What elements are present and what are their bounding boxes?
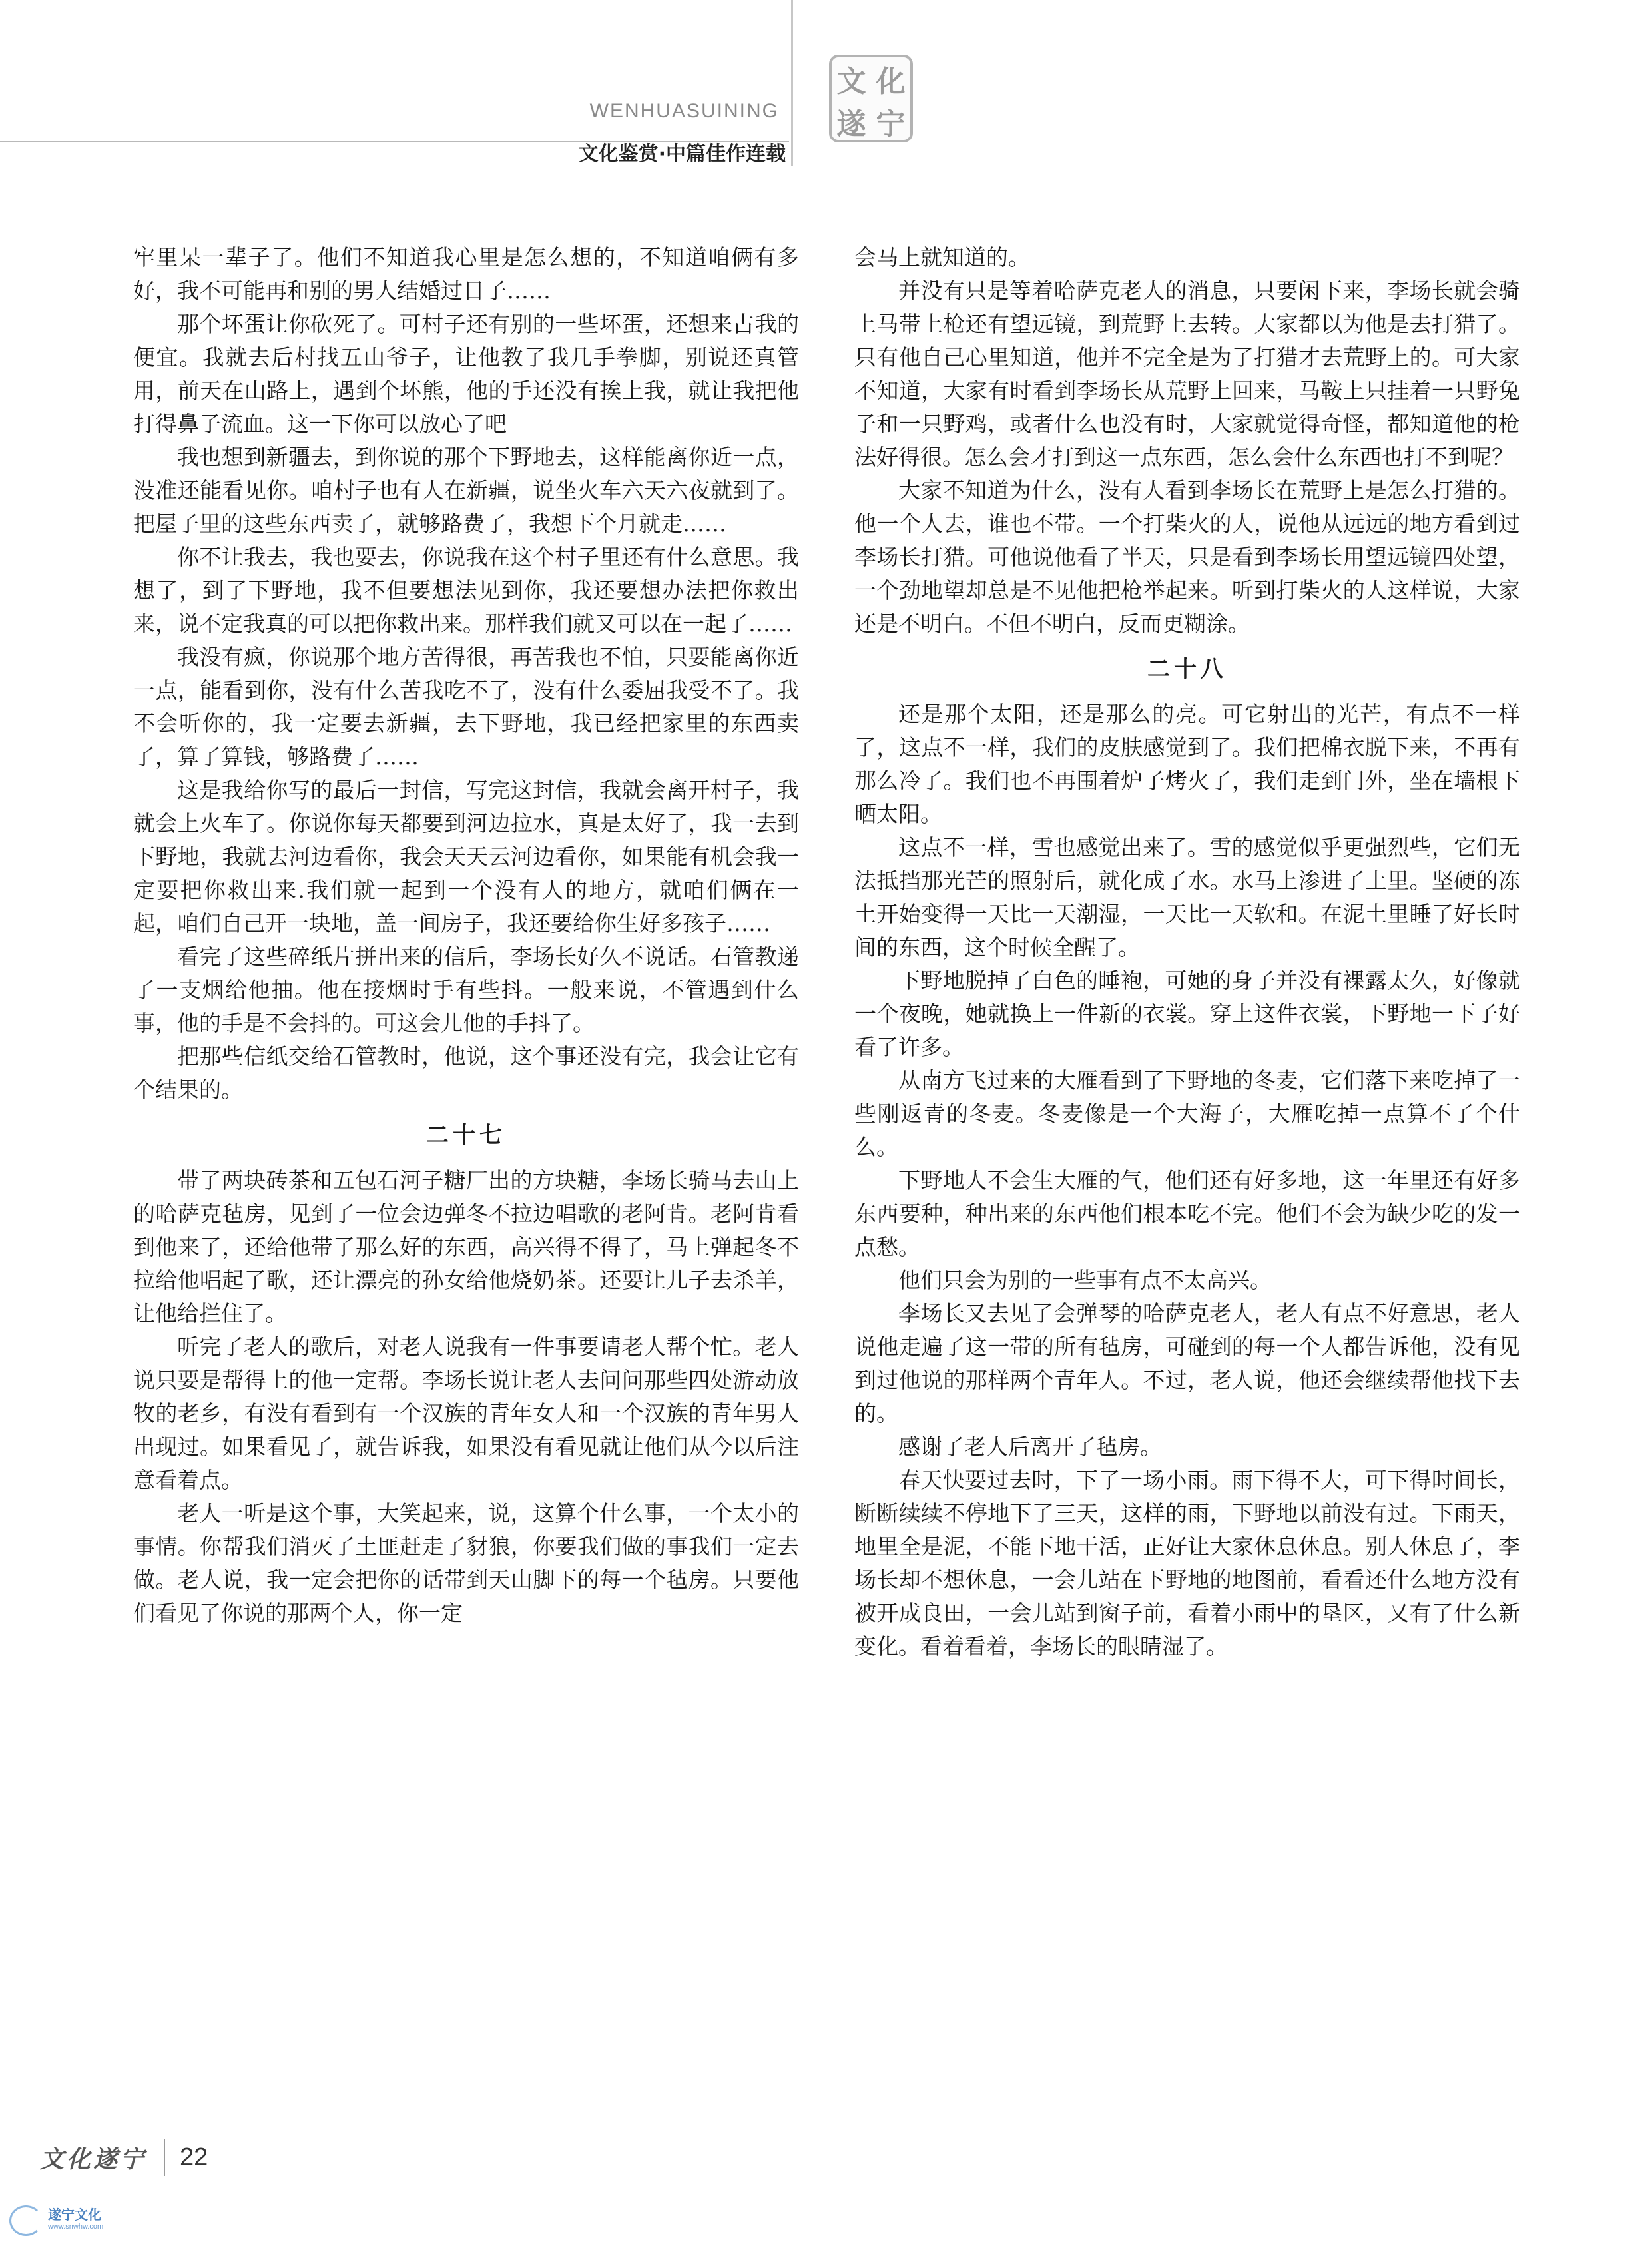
paragraph: 会马上就知道的。: [854, 244, 1030, 270]
chapter-heading: 二十七: [426, 1122, 506, 1149]
paragraph: 感谢了老人后离开了毡房。: [898, 1434, 1162, 1460]
footer-divider: [164, 2139, 165, 2176]
header-section-title: 文化鉴赏·中篇佳作连载: [578, 142, 786, 166]
paragraph: 从南方飞过来的大雁看到了下野地的冬麦，它们落下来吃掉了一些刚返青的冬麦。冬麦像是一个大海子，大雁吃掉一点算不了个什么。: [854, 1067, 1520, 1160]
paragraph: 李场长又去见了会弹琴的哈萨克老人，老人有点不好意思，老人说他走遍了这一带的所有毡房，可碰到的每一个人都告诉他，没有见到过他说的那样两个青年人。不过，老人说，他还会继续帮他找下去的。: [854, 1300, 1520, 1426]
paragraph: 还是那个太阳，还是那么的亮。可它射出的光芒，有点不一样了，这点不一样，我们的皮肤感觉到了。我们把棉衣脱下来，不再有那么冷了。我们也不再围着炉子烤火了，我们走到门外，坐在墙根下晒太阳。: [854, 701, 1520, 827]
watermark: [9, 2205, 103, 2236]
chapter-heading: 二十八: [1147, 656, 1227, 683]
magazine-logo: [829, 55, 913, 142]
page-number: 22: [180, 2143, 208, 2171]
paragraph: 春天快要过去时，下了一场小雨。雨下得不大，可下得时间长，断断续续不停地下了三天，这样的雨，下野地以前没有过。下雨天，地里全是泥，不能下地干活，正好让大家休息休息。别人休息了，李场长却不想休息，一会儿站在下野地的地图前，看看还什么地方没有被开成良田，一会儿站到窗子前，看着小雨中的垦区，又有了什么新变化。看着看着，李场长的眼睛湿了。: [854, 1467, 1520, 1659]
watermark-text: 遂宁文化: [48, 2207, 101, 2223]
logo-char: 文: [836, 65, 866, 99]
paragraph: 把那些信纸交给石管教时，他说，这个事还没有完，我会让它有个结果的。: [133, 1043, 799, 1103]
paragraph: 听完了老人的歌后，对老人说我有一件事要请老人帮个忙。老人说只要是帮得上的他一定帮。李场长说让老人去问问那些四处游动放牧的老乡，有没有看到有一个汉族的青年女人和一个汉族的青年男人出现过。如果看见了，就告诉我，如果没有看见就让他们从今以后注意看着点。: [133, 1334, 799, 1493]
logo-char: 宁: [876, 107, 906, 141]
page-footer: [40, 2137, 208, 2177]
logo-char: 遂: [836, 107, 866, 141]
paragraph: 看完了这些碎纸片拼出来的信后，李场长好久不说话。石管教递了一支烟给他抽。他在接烟时手有些抖。一般来说，不管遇到什么事，他的手是不会抖的。可这会儿他的手抖了。: [133, 944, 799, 1036]
paragraph: 下野地脱掉了白色的睡袍，可她的身子并没有裸露太久，好像就一个夜晚，她就换上一件新的衣裳。穿上这件衣裳，下野地一下子好看了许多。: [854, 968, 1520, 1060]
paragraph: 他们只会为别的一些事有点不太高兴。: [898, 1267, 1272, 1293]
paragraph: 这点不一样，雪也感觉出来了。雪的感觉似乎更强烈些，它们无法抵挡那光芒的照射后，就化成了水。水马上渗进了土里。坚硬的冻土开始变得一天比一天潮湿，一天比一天软和。在泥土里睡了好长时间的东西，这个时候全醒了。: [854, 834, 1520, 960]
right-text-column: [854, 241, 1520, 1663]
logo-char: 化: [876, 65, 906, 99]
paragraph: 这是我给你写的最后一封信，写完这封信，我就会离开村子，我就会上火车了。你说你每天都要到河边拉水，真是太好了，我一去到下野地，我就去河边看你，我会天天云河边看你，如果能有机会我一定要把你救出来.我们就一起到一个没有人的地方，就咱们俩在一起，咱们自己开一块地，盖一间房子，我还要给你生好多孩子……: [133, 777, 799, 936]
paragraph: 你不让我去，我也要去，你说我在这个村子里还有什么意思。我想了，到了下野地，我不但要想法见到你，我还要想办法把你救出来，说不定我真的可以把你救出来。那样我们就又可以在一起了……: [133, 544, 799, 637]
footer-magazine-name: 文化遂宁: [40, 2145, 147, 2173]
paragraph: 带了两块砖茶和五包石河子糖厂出的方块糖，李场长骑马去山上的哈萨克毡房，见到了一位会边弹冬不拉边唱歌的老阿肯。老阿肯看到他来了，还给他带了那么好的东西，高兴得不得了，马上弹起冬不拉给他唱起了歌，还让漂亮的孙女给他烧奶茶。还要让儿子去杀羊，让他给拦住了。: [133, 1167, 799, 1326]
watermark-url: www.snwhw.com: [48, 2223, 104, 2231]
paragraph: 下野地人不会生大雁的气，他们还有好多地，这一年里还有好多东西要种，种出来的东西他们根本吃不完。他们不会为缺少吃的发一点愁。: [854, 1167, 1520, 1260]
paragraph: 牢里呆一辈子了。他们不知道我心里是怎么想的，不知道咱俩有多好，我不可能再和别的男人结婚过日子……: [133, 244, 799, 304]
paragraph: 那个坏蛋让你砍死了。可村子还有别的一些坏蛋，还想来占我的便宜。我就去后村找五山爷子，让他教了我几手拳脚，别说还真管用，前天在山路上，遇到个坏熊，他的手还没有挨上我，就让我把他打得鼻子流血。这一下你可以放心了吧: [133, 311, 799, 437]
left-text-column: [133, 241, 799, 1630]
paragraph: 我也想到新疆去，到你说的那个下野地去，这样能离你近一点，没准还能看见你。咱村子也有人在新疆，说坐火车六天六夜就到了。把屋子里的这些东西卖了，就够路费了，我想下个月就走……: [133, 444, 799, 537]
paragraph: 并没有只是等着哈萨克老人的消息，只要闲下来，李场长就会骑上马带上枪还有望远镜，到荒野上去转。大家都以为他是去打猎了。只有他自己心里知道，他并不完全是为了打猎才去荒野上的。可大家不知道，大家有时看到李场长从荒野上回来，马鞍上只挂着一只野兔子和一只野鸡，或者什么也没有时，大家就觉得奇怪，都知道他的枪法好得很。怎么会才打到这一点东西，怎么会什么东西也打不到呢？: [854, 278, 1520, 470]
watermark-bird-icon: [9, 2205, 43, 2236]
paragraph: 老人一听是这个事，大笑起来，说，这算个什么事，一个太小的事情。你帮我们消灭了土匪赶走了豺狼，你要我们做的事我们一定去做。老人说，我一定会把你的话带到天山脚下的每一个毡房。只要他们看见了你说的那两个人，你一定: [133, 1500, 799, 1626]
paragraph: 大家不知道为什么，没有人看到李场长在荒野上是怎么打猎的。他一个人去，谁也不带。一个打柴火的人，说他从远远的地方看到过李场长打猎。可他说他看了半天，只是看到李场长用望远镜四处望，一个劲地望却总是不见他把枪举起来。听到打柴火的人这样说，大家还是不明白。不但不明白，反而更糊涂。: [854, 477, 1520, 637]
paragraph: 我没有疯，你说那个地方苦得很，再苦我也不怕，只要能离你近一点，能看到你，没有什么苦我吃不了，没有什么委屈我受不了。我不会听你的，我一定要去新疆，去下野地，我已经把家里的东西卖了，算了算钱，够路费了……: [133, 644, 799, 770]
header-vertical-rule: [791, 0, 793, 166]
header-en-title: WENHUASUINING: [589, 100, 779, 122]
